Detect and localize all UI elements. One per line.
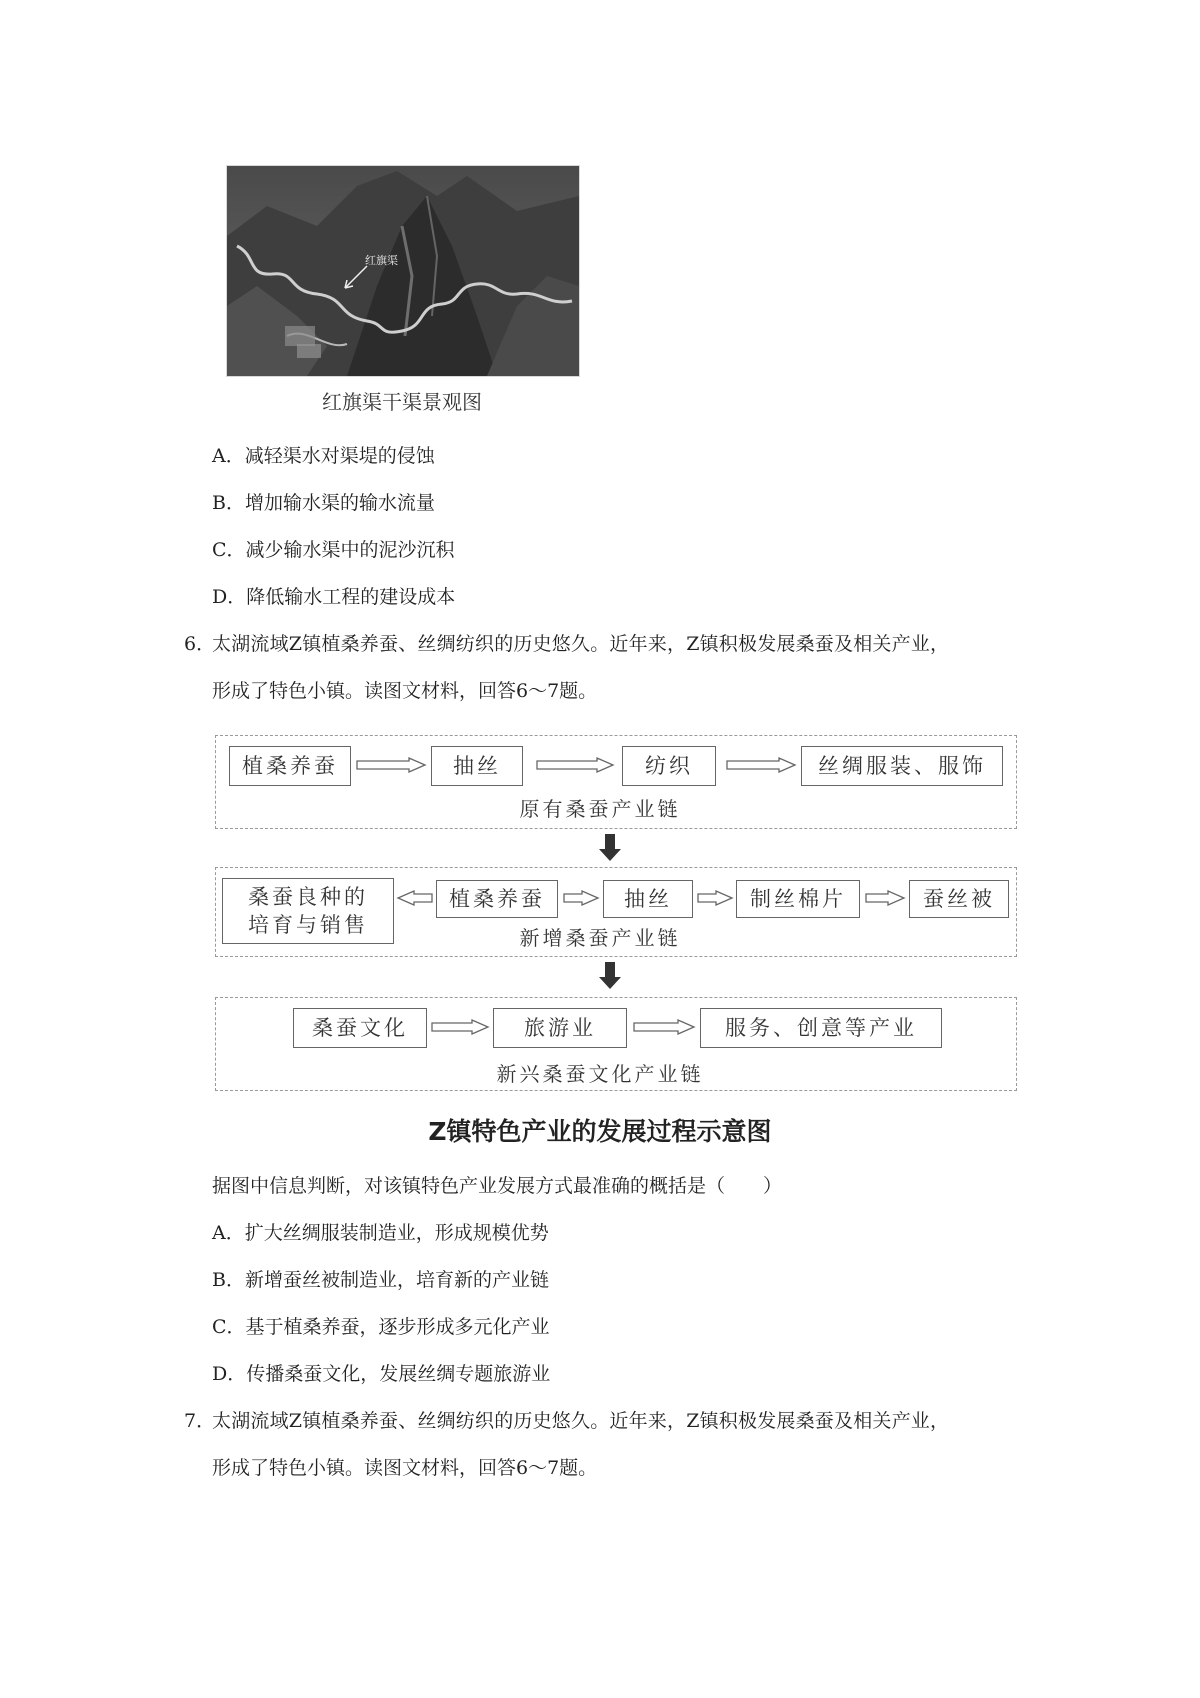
- q7-stem-line2: 形成了特色小镇。读图文材料，回答6～7题。: [212, 1457, 598, 1479]
- q7-stem-line1: 太湖流域Z镇植桑养蚕、丝绸纺织的历史悠久。近年来，Z镇积极发展桑蚕及相关产业，: [212, 1410, 950, 1432]
- chain3-box-culture: 桑蚕文化: [293, 1008, 427, 1048]
- diagram-title: Z镇特色产业的发展过程示意图: [428, 1117, 772, 1146]
- q6-option-a[interactable]: [212, 1220, 549, 1246]
- arrow-right-icon: [696, 890, 734, 906]
- option-text: 新增蚕丝被制造业，培育新的产业链: [244, 1269, 549, 1291]
- arrow-right-icon: [864, 890, 906, 906]
- q6-option-d[interactable]: [212, 1361, 550, 1387]
- chain1-box-silk-reeling: 抽丝: [431, 746, 523, 786]
- arrow-left-icon: [396, 890, 434, 906]
- chain2-label: 新增桑蚕产业链: [519, 926, 681, 950]
- option-text: 增加输水渠的输水流量: [244, 492, 435, 514]
- option-letter: D．: [212, 1363, 247, 1385]
- chain1-box-weaving: 纺织: [622, 746, 716, 786]
- option-letter: A．: [212, 445, 245, 467]
- option-letter: D．: [212, 586, 247, 608]
- q6-option-b[interactable]: [212, 1267, 549, 1293]
- chain2-box-breeding-line1: 桑蚕良种的: [248, 885, 368, 909]
- arrow-right-icon: [725, 757, 797, 773]
- option-letter: B．: [212, 1269, 245, 1291]
- arrow-right-icon: [632, 1019, 696, 1035]
- option-text: 降低输水工程的建设成本: [246, 586, 456, 608]
- option-text: 减少输水渠中的泥沙沉积: [245, 539, 455, 561]
- q6-number: 6．: [184, 633, 216, 655]
- option-letter: A．: [212, 1222, 245, 1244]
- chain1-box-garments: 丝绸服装、服饰: [801, 746, 1003, 786]
- chain1-box-plant-mulberry: 植桑养蚕: [229, 746, 351, 786]
- chain2-box-plant-mulberry: 植桑养蚕: [436, 880, 558, 918]
- q6-stem-line1: 太湖流域Z镇植桑养蚕、丝绸纺织的历史悠久。近年来，Z镇积极发展桑蚕及相关产业，: [212, 633, 950, 655]
- q6-stem-line2: 形成了特色小镇。读图文材料，回答6～7题。: [212, 680, 598, 702]
- q5-option-d[interactable]: [212, 584, 455, 610]
- arrow-right-icon: [355, 757, 427, 773]
- option-text: 基于植桑养蚕，逐步形成多元化产业: [245, 1316, 550, 1338]
- arrow-down-icon: [598, 834, 622, 862]
- option-letter: C．: [212, 1316, 246, 1338]
- chain3-label: 新兴桑蚕文化产业链: [496, 1062, 704, 1086]
- photo-caption: 红旗渠干渠景观图: [322, 390, 482, 414]
- chain2-box-breeding-line2: 培育与销售: [248, 913, 368, 937]
- q5-option-a[interactable]: [212, 443, 435, 469]
- chain2-box-silk-reeling: 抽丝: [603, 880, 693, 918]
- option-text: 扩大丝绸服装制造业，形成规模优势: [244, 1222, 549, 1244]
- canal-photo-label: 红旗渠: [365, 254, 398, 267]
- q5-option-b[interactable]: [212, 490, 435, 516]
- option-letter: B．: [212, 492, 245, 514]
- option-text: 减轻渠水对渠堤的侵蚀: [244, 445, 435, 467]
- chain3-box-services: 服务、创意等产业: [700, 1008, 942, 1048]
- chain2-box-breeding: [222, 878, 394, 944]
- q6-question: 据图中信息判断，对该镇特色产业发展方式最准确的概括是（ ）: [212, 1175, 783, 1197]
- chain1-label: 原有桑蚕产业链: [519, 797, 681, 821]
- arrow-right-icon: [430, 1019, 490, 1035]
- chain2-box-silk-floss: 制丝棉片: [736, 880, 860, 918]
- q5-option-c[interactable]: [212, 537, 455, 563]
- arrow-right-icon: [562, 890, 600, 906]
- chain2-box-silk-quilt: 蚕丝被: [909, 880, 1009, 918]
- arrow-right-icon: [535, 757, 615, 773]
- chain3-box-tourism: 旅游业: [493, 1008, 627, 1048]
- option-letter: C．: [212, 539, 246, 561]
- option-text: 传播桑蚕文化，发展丝绸专题旅游业: [246, 1363, 551, 1385]
- canal-landscape-photo: [226, 165, 580, 377]
- q7-number: 7．: [184, 1410, 216, 1432]
- q6-option-c[interactable]: [212, 1314, 550, 1340]
- arrow-down-icon: [598, 962, 622, 990]
